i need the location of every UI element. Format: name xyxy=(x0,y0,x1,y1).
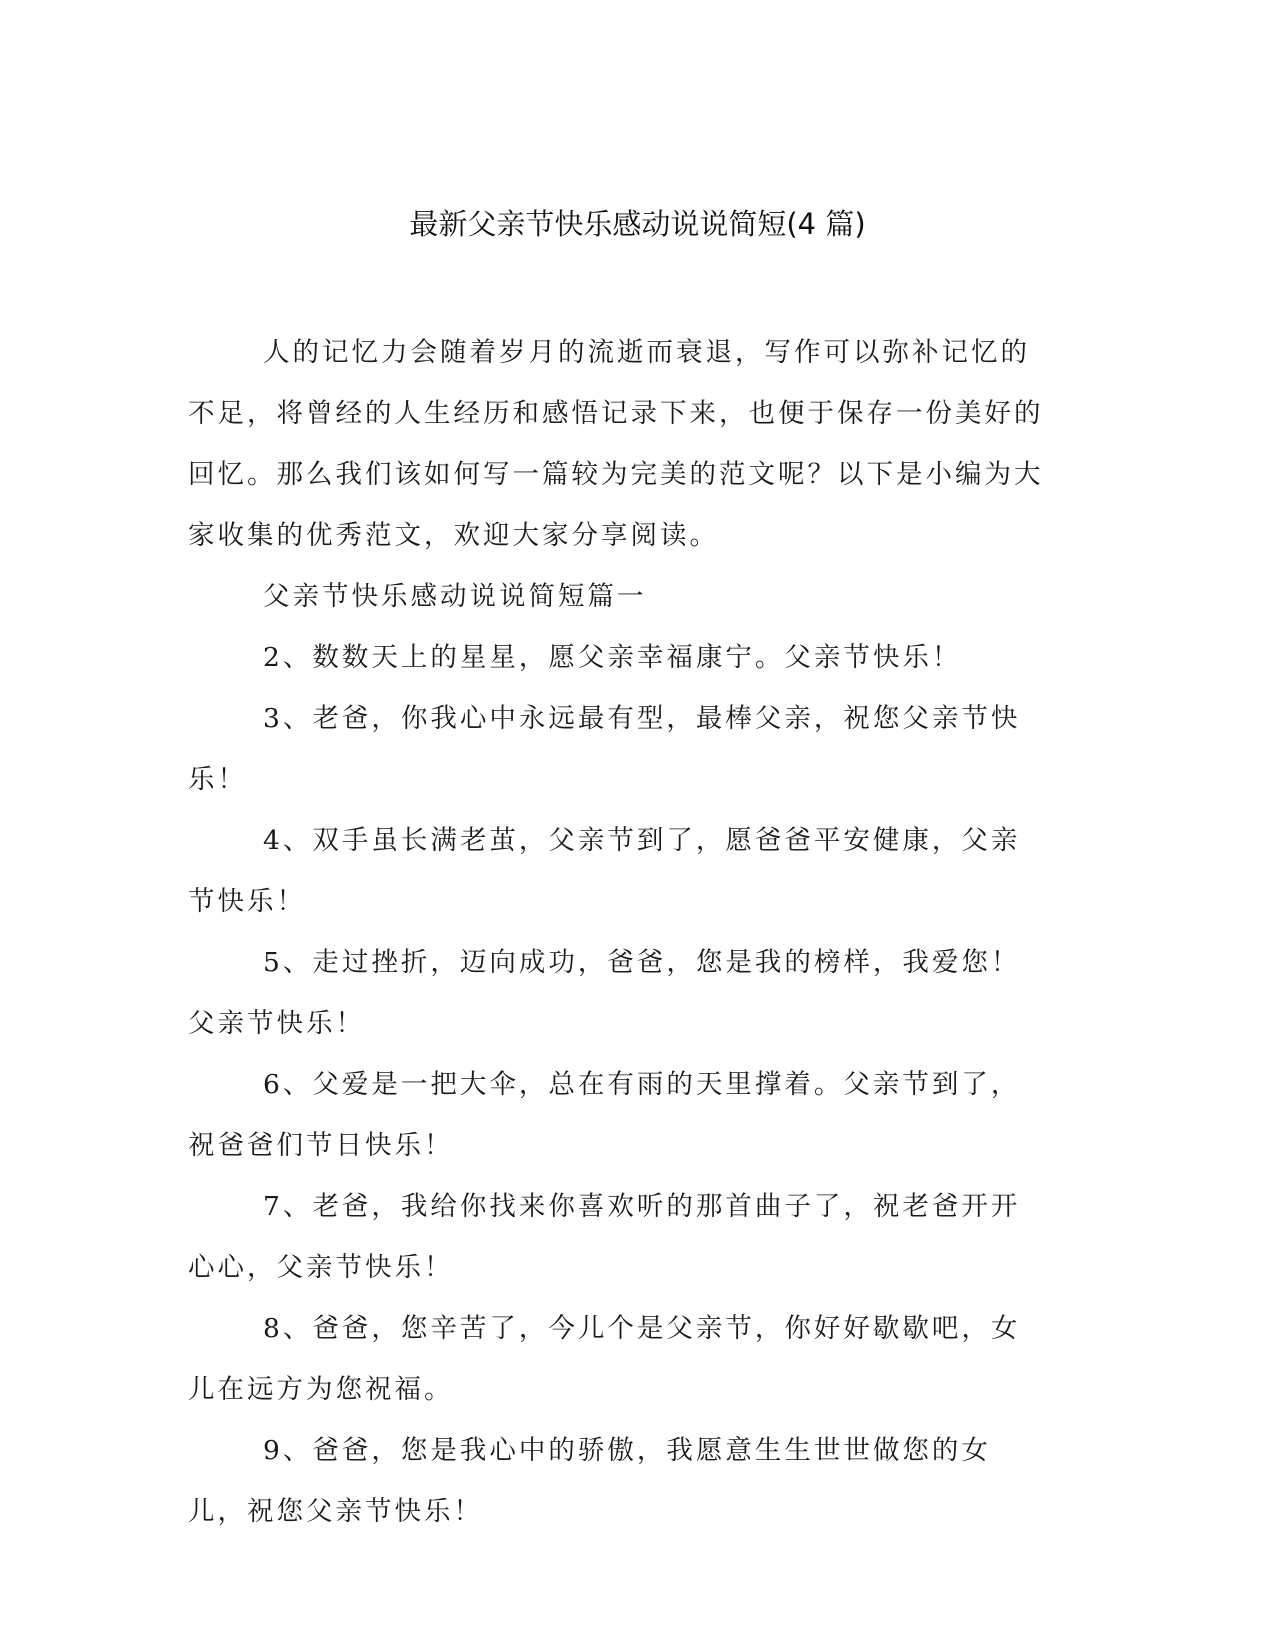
section-heading: 父亲节快乐感动说说简短篇一 xyxy=(263,581,647,612)
list-item: 3、老爸，你我心中永远最有型，最棒父亲，祝您父亲节快乐！ xyxy=(188,703,1021,795)
list-item: 6、父爱是一把大伞，总在有雨的天里撑着。父亲节到了，祝爸爸们节日快乐！ xyxy=(188,1069,1021,1161)
list-item: 5、走过挫折，迈向成功，爸爸，您是我的榜样，我爱您！父亲节快乐！ xyxy=(188,947,1021,1039)
list-item: 9、爸爸，您是我心中的骄傲，我愿意生生世世做您的女儿，祝您父亲节快乐！ xyxy=(188,1435,991,1527)
intro-paragraph: 人的记忆力会随着岁月的流逝而衰退，写作可以弥补记忆的不足，将曾经的人生经历和感悟记录下来，也便于保存一份美好的回忆。那么我们该如何写一篇较为完美的范文呢？以下是小编为大家收集的优秀范文，欢迎大家分享阅读。 xyxy=(188,337,1044,551)
list-item: 7、老爸，我给你找来你喜欢听的那首曲子了，祝老爸开开心心，父亲节快乐！ xyxy=(188,1191,1021,1283)
document-title: 最新父亲节快乐感动说说简短(4 篇) xyxy=(409,207,866,241)
list-item: 4、双手虽长满老茧，父亲节到了，愿爸爸平安健康，父亲节快乐！ xyxy=(188,825,1021,917)
document-body xyxy=(188,322,1044,1542)
list-item: 2、数数天上的星星，愿父亲幸福康宁。父亲节快乐！ xyxy=(263,642,962,673)
list-item: 8、爸爸，您辛苦了，今儿个是父亲节，你好好歇歇吧，女儿在远方为您祝福。 xyxy=(188,1313,1021,1405)
